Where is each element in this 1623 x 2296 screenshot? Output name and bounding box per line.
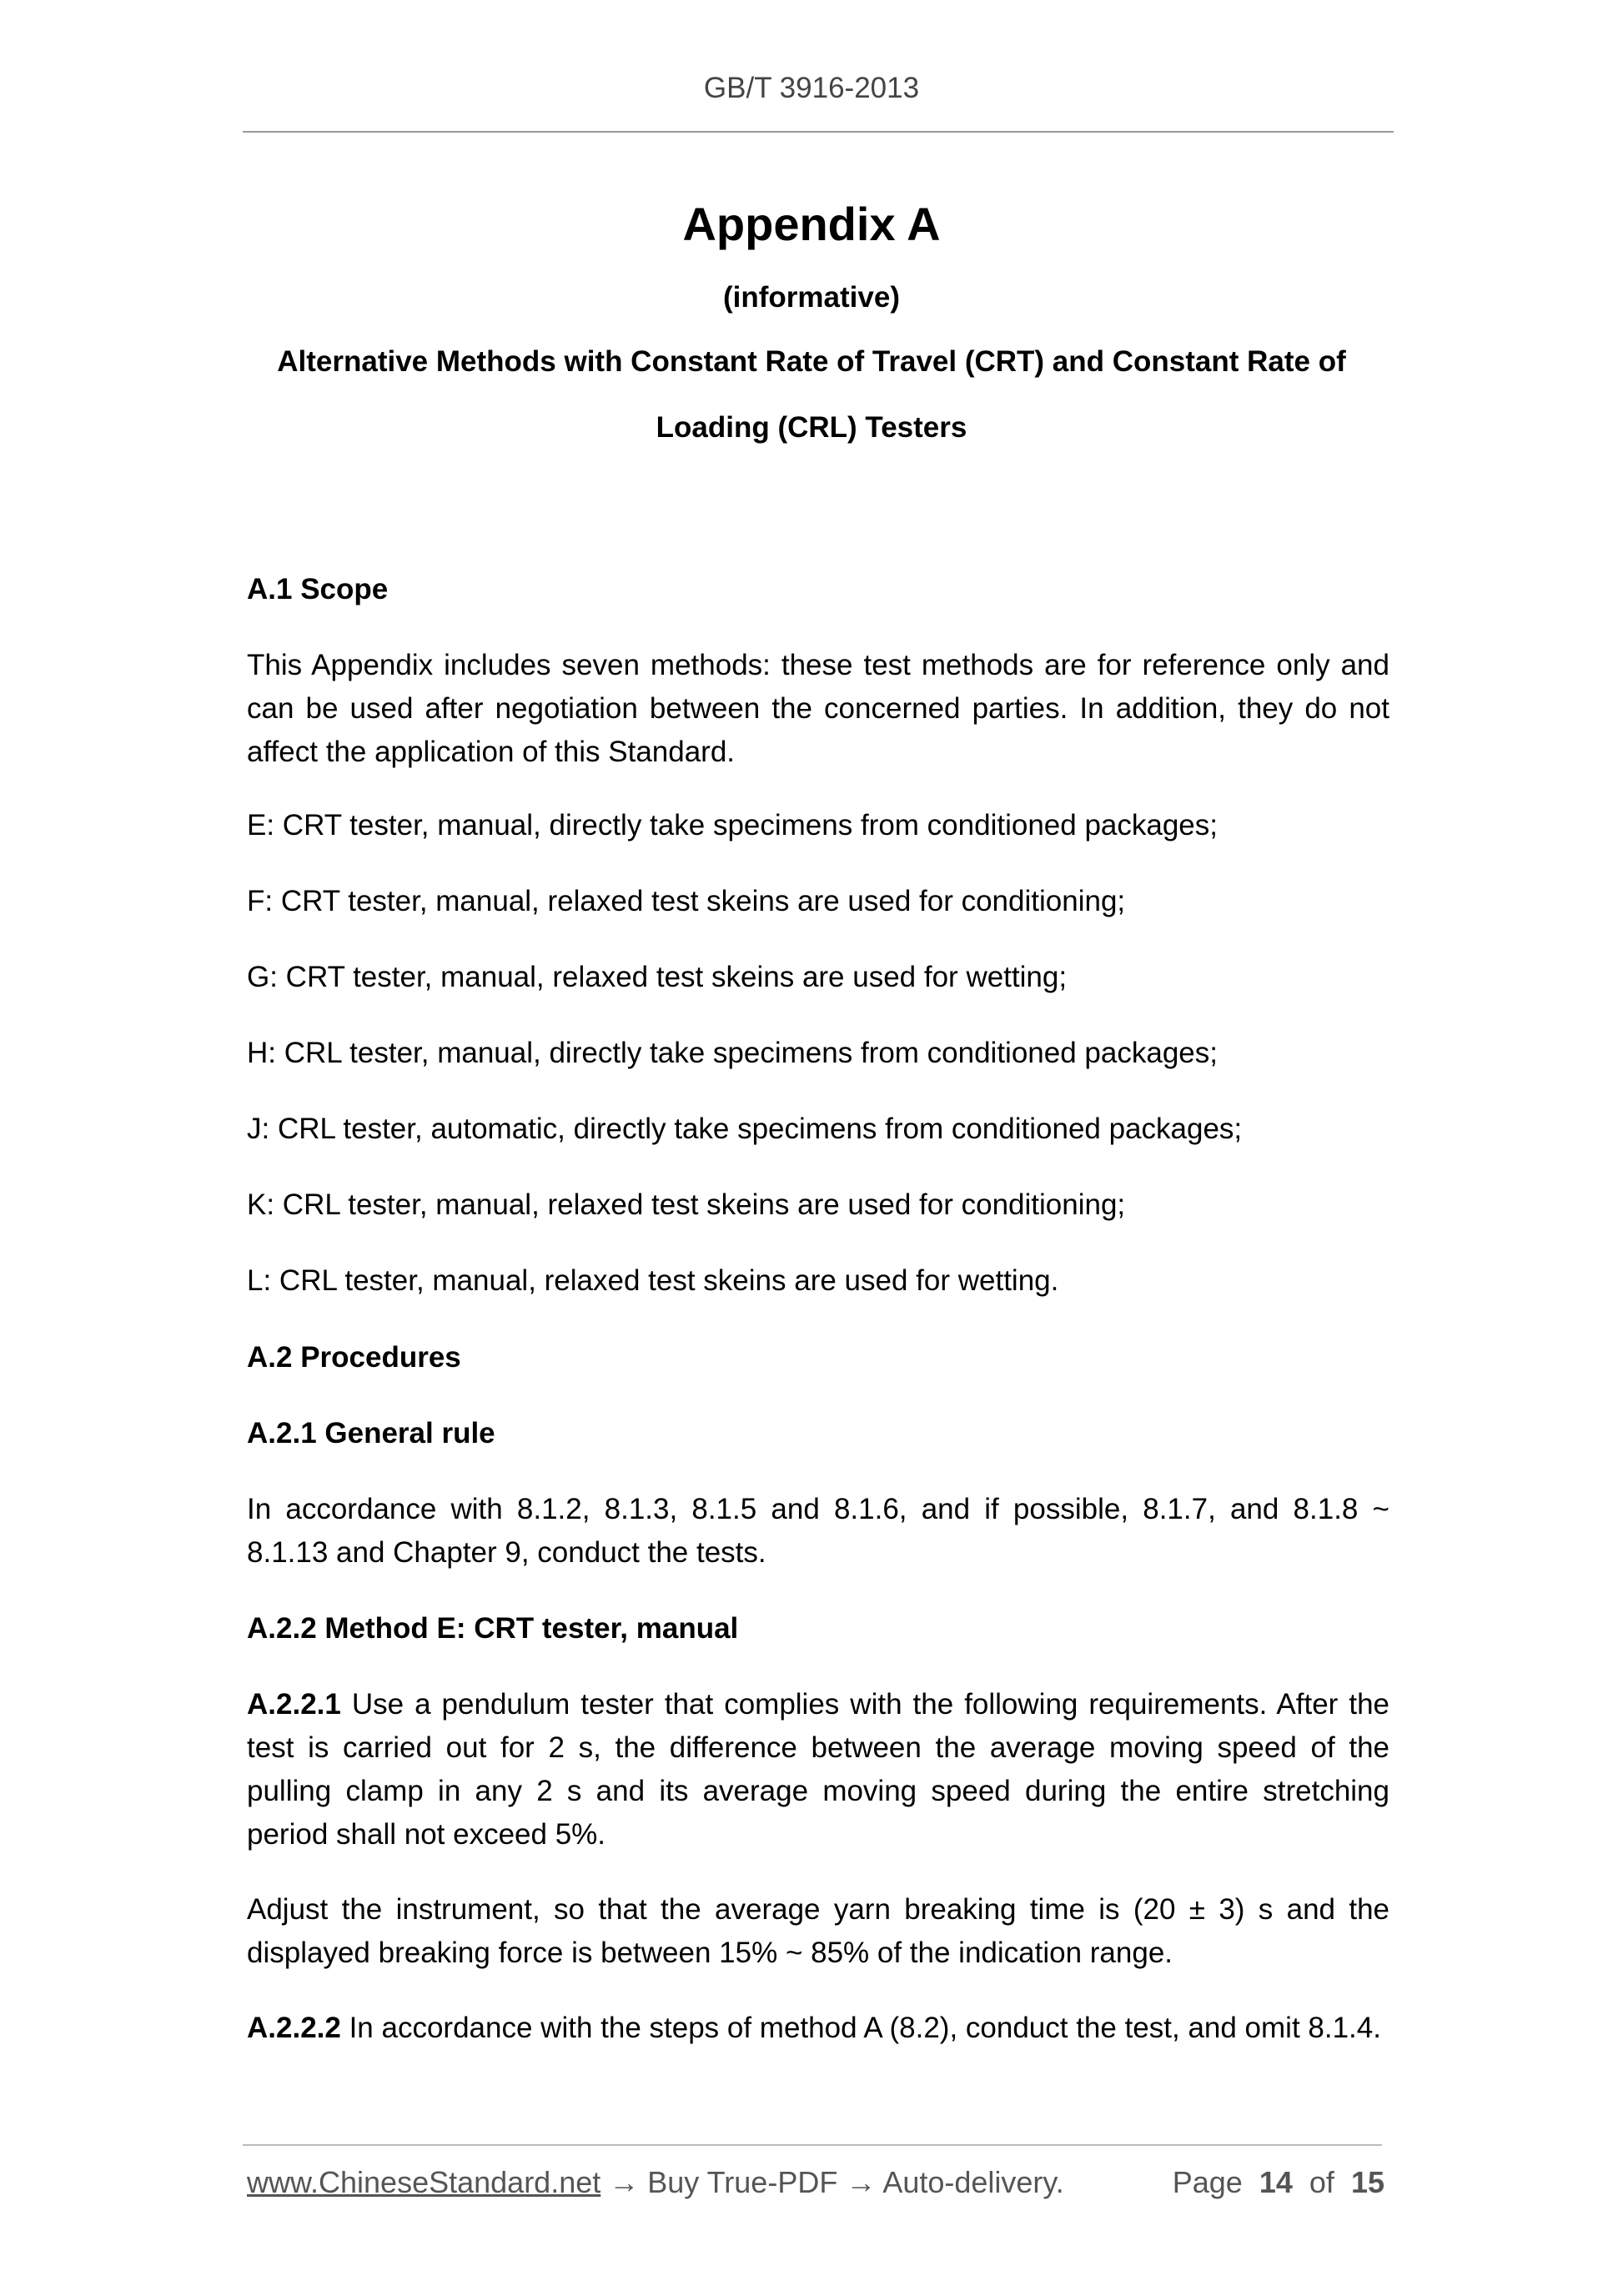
- page-indicator: [1173, 2165, 1384, 2200]
- clause-a222-text: In accordance with the steps of method A (8.2), conduct the test, and omit 8.1.4.: [340, 2012, 1381, 2044]
- clause-a222-number: A.2.2.2: [247, 2012, 341, 2044]
- document-id-header: GB/T 3916-2013: [703, 72, 920, 104]
- of-label: of: [1309, 2165, 1334, 2199]
- section-a1-heading: A.1 Scope: [247, 573, 389, 605]
- method-item-k: K: CRL tester, manual, relaxed test skeins are used for conditioning;: [247, 1188, 1126, 1221]
- section-a21-text: In accordance with 8.1.2, 8.1.3, 8.1.5 and 8.1.6, and if possible, 8.1.7, and 8.1.8 ~ 8.1.13 and Chapter 9, conduct the tests.: [247, 1493, 1389, 1569]
- clause-a222: [247, 2007, 1389, 2050]
- method-item-j: J: CRL tester, automatic, directly take specimens from conditioned packages;: [247, 1113, 1243, 1145]
- section-a2-heading: A.2 Procedures: [247, 1341, 461, 1374]
- clause-a221-text: Use a pendulum tester that complies with the following requirements. After the test is carried out for 2 s, the difference between the average moving speed of the pulling clamp in any 2 s and its average moving speed during the entire stretching period shall not exceed 5%.: [247, 1688, 1389, 1851]
- page-total: 15: [1350, 2165, 1384, 2199]
- site-link[interactable]: www.ChineseStandard.net: [247, 2165, 601, 2199]
- page-footer: [247, 2165, 1384, 2200]
- page-label: Page: [1172, 2165, 1243, 2199]
- clause-a221: [247, 1683, 1389, 1856]
- page-current: 14: [1259, 2165, 1293, 2199]
- footer-divider: [243, 2144, 1382, 2146]
- method-item-e: E: CRT tester, manual, directly take specimens from conditioned packages;: [247, 809, 1218, 842]
- section-a1-text: This Appendix includes seven methods: these test methods are for reference only and can be used after negotiation between the concerned parties. In addition, they do not affect the application of this Standard.: [247, 649, 1389, 768]
- appendix-subtitle: (informative): [723, 281, 900, 314]
- method-item-g: G: CRT tester, manual, relaxed test skeins are used for wetting;: [247, 961, 1068, 993]
- adjust-instrument-text: Adjust the instrument, so that the average yarn breaking time is (20 ± 3) s and the displayed breaking force is between 15% ~ 85% of the indication range.: [247, 1893, 1389, 1969]
- section-a22-heading: A.2.2 Method E: CRT tester, manual: [247, 1612, 739, 1645]
- clause-a221-number: A.2.2.1: [247, 1688, 341, 1721]
- appendix-heading-line-1: Alternative Methods with Constant Rate of Travel (CRT) and Constant Rate of: [277, 345, 1346, 378]
- appendix-heading-line-2: Loading (CRL) Testers: [656, 411, 967, 444]
- header-divider: [243, 131, 1394, 133]
- method-item-h: H: CRL tester, manual, directly take specimens from conditioned packages;: [247, 1037, 1218, 1069]
- method-item-l: L: CRL tester, manual, relaxed test skeins are used for wetting.: [247, 1264, 1059, 1297]
- section-a21-heading: A.2.1 General rule: [247, 1417, 495, 1449]
- footer-tagline: → Buy True-PDF → Auto-delivery.: [600, 2165, 1064, 2199]
- method-item-f: F: CRT tester, manual, relaxed test skeins are used for conditioning;: [247, 885, 1126, 917]
- appendix-title: Appendix A: [682, 198, 941, 250]
